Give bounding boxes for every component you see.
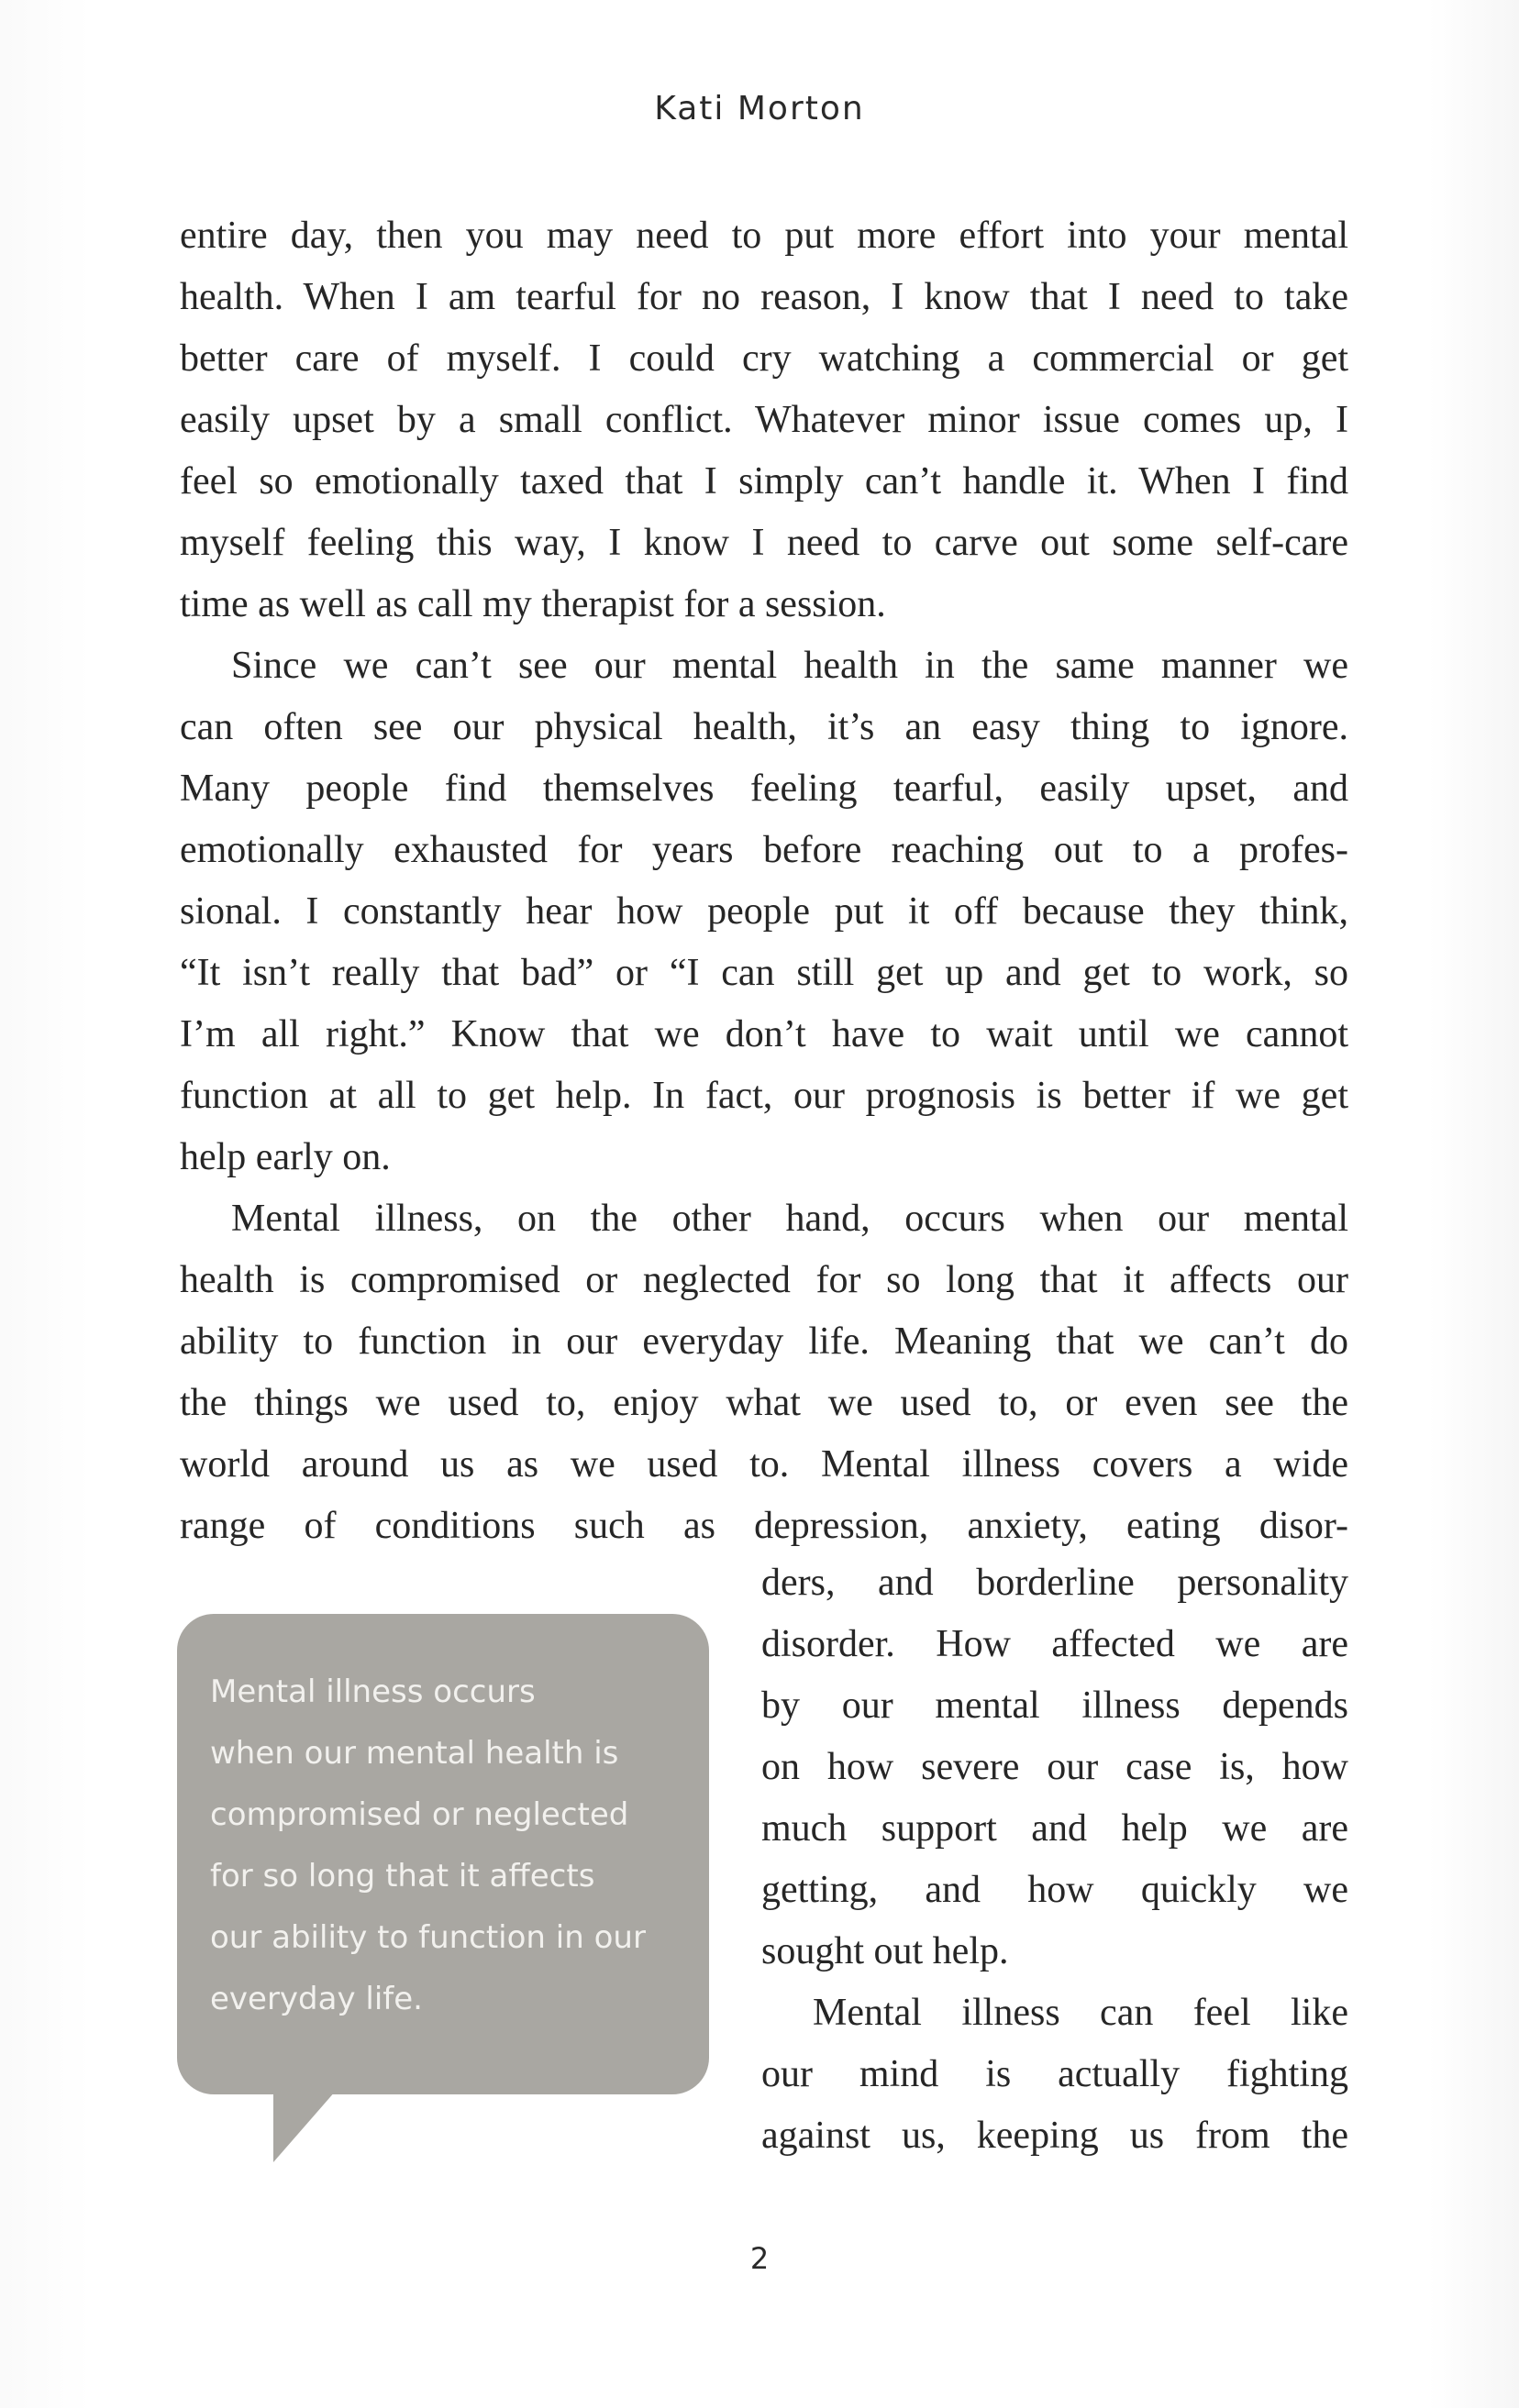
wrap-line: sought out help. bbox=[761, 1930, 1009, 1972]
pull-quote-line: our ability to function in our bbox=[210, 1919, 646, 1956]
body-line: time as well as call my therapist for a session. bbox=[180, 583, 886, 625]
body-line: entire day, then you may need to put more effort into your mental bbox=[180, 215, 1348, 257]
pull-quote-line: everyday life. bbox=[210, 1981, 423, 2017]
body-line: help early on. bbox=[180, 1136, 391, 1178]
body-line: health is compromised or neglected for so long that it affects our bbox=[180, 1259, 1348, 1301]
pull-quote-callout bbox=[177, 1614, 709, 2094]
body-line: better care of myself. I could cry watching a commercial or get bbox=[180, 337, 1348, 380]
pull-quote-line: when our mental health is bbox=[210, 1735, 619, 1772]
wrap-line: on how severe our case is, how bbox=[761, 1746, 1348, 1788]
body-line: easily upset by a small conflict. Whatever minor issue comes up, I bbox=[180, 399, 1348, 441]
body-line: can often see our physical health, it’s an easy thing to ignore. bbox=[180, 706, 1348, 748]
body-line: health. When I am tearful for no reason, I know that I need to take bbox=[180, 276, 1348, 318]
wrap-line: Mental illness can feel like bbox=[813, 1992, 1348, 2034]
body-line: myself feeling this way, I know I need to carve out some self-care bbox=[180, 522, 1348, 564]
body-line: the things we used to, enjoy what we used to, or even see the bbox=[180, 1382, 1348, 1424]
body-line: range of conditions such as depression, anxiety, eating disor- bbox=[180, 1505, 1348, 1547]
pull-quote-line: compromised or neglected bbox=[210, 1796, 629, 1833]
body-line: “It isn’t really that bad” or “I can still get up and get to work, so bbox=[180, 952, 1348, 994]
body-line: feel so emotionally taxed that I simply can’t handle it. When I find bbox=[180, 460, 1348, 503]
pull-quote-line: Mental illness occurs bbox=[210, 1673, 536, 1710]
body-line: I’m all right.” Know that we don’t have to wait until we cannot bbox=[180, 1013, 1348, 1055]
wrap-line: against us, keeping us from the bbox=[761, 2115, 1348, 2157]
wrap-line: getting, and how quickly we bbox=[761, 1869, 1348, 1911]
wrap-line: our mind is actually fighting bbox=[761, 2053, 1348, 2095]
body-line: world around us as we used to. Mental illness covers a wide bbox=[180, 1443, 1348, 1486]
speech-bubble-tail bbox=[273, 2091, 336, 2162]
body-line: function at all to get help. In fact, our prognosis is better if we get bbox=[180, 1075, 1348, 1117]
pull-quote-text bbox=[210, 1662, 687, 2030]
body-line: Since we can’t see our mental health in the same manner we bbox=[231, 645, 1348, 687]
wrap-line: ders, and borderline personality bbox=[761, 1562, 1348, 1604]
body-line: ability to function in our everyday life. Meaning that we can’t do bbox=[180, 1320, 1348, 1363]
wrapped-column-text bbox=[761, 1552, 1348, 2167]
body-line: Mental illness, on the other hand, occurs when our mental bbox=[231, 1198, 1348, 1240]
wrap-line: by our mental illness depends bbox=[761, 1684, 1348, 1727]
running-head: Kati Morton bbox=[654, 90, 865, 127]
wrap-line: disorder. How affected we are bbox=[761, 1623, 1348, 1665]
body-line: sional. I constantly hear how people put it off because they think, bbox=[180, 890, 1348, 933]
body-line: emotionally exhausted for years before reaching out to a profes- bbox=[180, 829, 1348, 871]
body-text bbox=[180, 205, 1348, 1557]
wrap-line: much support and help we are bbox=[761, 1807, 1348, 1850]
body-line: Many people find themselves feeling tearful, easily upset, and bbox=[180, 768, 1348, 810]
page-number: 2 bbox=[749, 2241, 770, 2276]
pull-quote-line: for so long that it affects bbox=[210, 1858, 595, 1894]
